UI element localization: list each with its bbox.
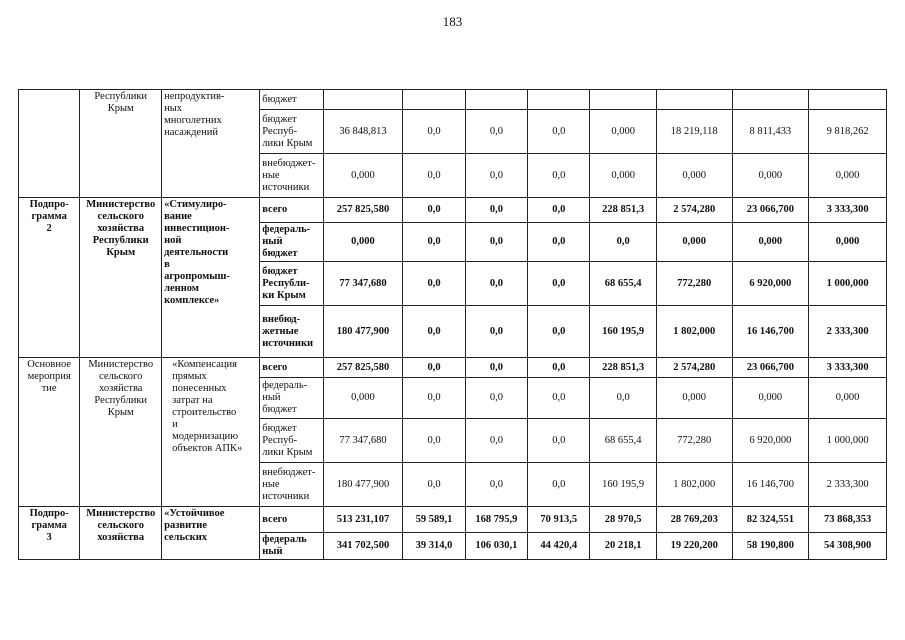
value-cell: 0,0 — [403, 223, 465, 262]
value-cell: 36 848,813 — [323, 110, 403, 154]
value-cell: 23 066,700 — [732, 198, 809, 223]
value-cell: 2 574,280 — [656, 358, 732, 378]
value-cell: 0,0 — [403, 198, 465, 223]
value-cell: 68 655,4 — [590, 419, 656, 463]
table-row — [19, 358, 887, 378]
value-cell: 0,000 — [323, 154, 403, 198]
value-cell: 0,0 — [403, 262, 465, 306]
value-cell: 106 030,1 — [465, 533, 527, 560]
funding-source-cell: бюджет Респуб- лики Крым — [260, 419, 323, 463]
value-cell: 73 868,353 — [809, 507, 887, 533]
value-cell: 28 769,203 — [656, 507, 732, 533]
value-cell: 0,000 — [809, 378, 887, 419]
value-cell: 257 825,580 — [323, 358, 403, 378]
value-cell: 0,0 — [528, 198, 590, 223]
value-cell: 0,0 — [528, 463, 590, 507]
value-cell: 160 195,9 — [590, 463, 656, 507]
value-cell: 0,0 — [590, 223, 656, 262]
value-cell: 160 195,9 — [590, 306, 656, 358]
funding-source-cell: внебюд- жетные источники — [260, 306, 323, 358]
value-cell: 1 000,000 — [809, 262, 887, 306]
value-cell: 59 589,1 — [403, 507, 465, 533]
value-cell: 16 146,700 — [732, 306, 809, 358]
value-cell: 6 920,000 — [732, 262, 809, 306]
value-cell: 0,000 — [323, 378, 403, 419]
value-cell: 0,0 — [465, 463, 527, 507]
value-cell: 0,0 — [465, 306, 527, 358]
program-name-cell: «Компенсация прямых понесенных затрат на строительство и модернизацию объектов АПК» — [162, 358, 260, 507]
value-cell: 28 970,5 — [590, 507, 656, 533]
value-cell: 6 920,000 — [732, 419, 809, 463]
value-cell: 18 219,118 — [656, 110, 732, 154]
value-cell: 1 000,000 — [809, 419, 887, 463]
value-cell: 0,0 — [528, 223, 590, 262]
value-cell — [656, 90, 732, 110]
value-cell: 0,000 — [590, 154, 656, 198]
program-name-cell: непродуктив- ных многолетних насаждений — [162, 90, 260, 198]
value-cell — [403, 90, 465, 110]
value-cell: 58 190,800 — [732, 533, 809, 560]
value-cell: 0,0 — [465, 358, 527, 378]
value-cell: 77 347,680 — [323, 419, 403, 463]
executor-cell: Министерство сельского хозяйства — [80, 507, 162, 560]
value-cell: 44 420,4 — [528, 533, 590, 560]
value-cell: 3 333,300 — [809, 198, 887, 223]
value-cell: 0,0 — [403, 463, 465, 507]
table-row — [19, 198, 887, 223]
program-cell: Подпро- грамма 3 — [19, 507, 80, 560]
value-cell: 0,000 — [656, 378, 732, 419]
value-cell: 0,0 — [465, 198, 527, 223]
value-cell: 0,000 — [732, 223, 809, 262]
value-cell: 0,0 — [403, 110, 465, 154]
value-cell: 9 818,262 — [809, 110, 887, 154]
value-cell: 0,0 — [403, 419, 465, 463]
value-cell: 0,0 — [528, 358, 590, 378]
value-cell: 2 574,280 — [656, 198, 732, 223]
value-cell: 0,0 — [465, 419, 527, 463]
table-row — [19, 507, 887, 533]
budget-table — [18, 89, 887, 560]
program-cell: Основное мероприя тие — [19, 358, 80, 507]
funding-source-cell: бюджет Респуб- лики Крым — [260, 110, 323, 154]
funding-source-cell: бюджет — [260, 90, 323, 110]
value-cell: 0,000 — [656, 223, 732, 262]
value-cell: 513 231,107 — [323, 507, 403, 533]
value-cell — [528, 90, 590, 110]
value-cell: 0,0 — [465, 110, 527, 154]
value-cell — [809, 90, 887, 110]
funding-source-cell: федераль- ный бюджет — [260, 378, 323, 419]
table-row — [19, 90, 887, 110]
value-cell: 0,000 — [809, 154, 887, 198]
value-cell: 0,0 — [528, 419, 590, 463]
value-cell: 0,000 — [656, 154, 732, 198]
executor-cell: Республики Крым — [80, 90, 162, 198]
value-cell: 228 851,3 — [590, 198, 656, 223]
value-cell: 228 851,3 — [590, 358, 656, 378]
value-cell: 2 333,300 — [809, 306, 887, 358]
value-cell: 19 220,200 — [656, 533, 732, 560]
program-cell: Подпро- грамма 2 — [19, 198, 80, 358]
funding-source-cell: бюджет Республи- ки Крым — [260, 262, 323, 306]
value-cell: 23 066,700 — [732, 358, 809, 378]
value-cell: 0,0 — [403, 358, 465, 378]
funding-source-cell: всего — [260, 507, 323, 533]
value-cell: 341 702,500 — [323, 533, 403, 560]
funding-source-cell: федераль- ный бюджет — [260, 223, 323, 262]
value-cell: 16 146,700 — [732, 463, 809, 507]
value-cell: 0,0 — [403, 154, 465, 198]
value-cell: 0,000 — [809, 223, 887, 262]
value-cell: 0,0 — [465, 262, 527, 306]
value-cell: 2 333,300 — [809, 463, 887, 507]
value-cell: 772,280 — [656, 262, 732, 306]
value-cell: 20 218,1 — [590, 533, 656, 560]
funding-source-cell: внебюджет- ные источники — [260, 154, 323, 198]
value-cell: 54 308,900 — [809, 533, 887, 560]
value-cell: 0,0 — [403, 306, 465, 358]
value-cell: 0,0 — [465, 154, 527, 198]
value-cell: 0,0 — [403, 378, 465, 419]
value-cell: 77 347,680 — [323, 262, 403, 306]
value-cell: 180 477,900 — [323, 306, 403, 358]
funding-source-cell: внебюджет- ные источники — [260, 463, 323, 507]
value-cell: 0,0 — [528, 262, 590, 306]
funding-source-cell: федераль ный — [260, 533, 323, 560]
value-cell — [465, 90, 527, 110]
executor-cell: Министерство сельского хозяйства Республики Крым — [80, 198, 162, 358]
value-cell: 0,0 — [465, 223, 527, 262]
value-cell: 772,280 — [656, 419, 732, 463]
value-cell: 0,000 — [732, 378, 809, 419]
funding-source-cell: всего — [260, 358, 323, 378]
executor-cell: Министерство сельского хозяйства Республики Крым — [80, 358, 162, 507]
value-cell: 0,0 — [528, 154, 590, 198]
value-cell: 257 825,580 — [323, 198, 403, 223]
value-cell: 180 477,900 — [323, 463, 403, 507]
program-name-cell: «Стимулиро- вание инвестицион- ной деятельности в агропромыш- ленном комплексе» — [162, 198, 260, 358]
value-cell: 0,0 — [465, 378, 527, 419]
value-cell: 0,000 — [732, 154, 809, 198]
value-cell: 1 802,000 — [656, 306, 732, 358]
value-cell: 0,0 — [590, 378, 656, 419]
value-cell: 0,0 — [528, 378, 590, 419]
value-cell — [323, 90, 403, 110]
value-cell: 0,0 — [528, 110, 590, 154]
value-cell: 1 802,000 — [656, 463, 732, 507]
program-cell — [19, 90, 80, 198]
funding-source-cell: всего — [260, 198, 323, 223]
value-cell: 70 913,5 — [528, 507, 590, 533]
value-cell — [732, 90, 809, 110]
value-cell: 0,0 — [528, 306, 590, 358]
value-cell: 39 314,0 — [403, 533, 465, 560]
value-cell: 82 324,551 — [732, 507, 809, 533]
value-cell: 0,000 — [323, 223, 403, 262]
value-cell: 8 811,433 — [732, 110, 809, 154]
value-cell: 3 333,300 — [809, 358, 887, 378]
value-cell: 68 655,4 — [590, 262, 656, 306]
program-name-cell: «Устойчивое развитие сельских — [162, 507, 260, 560]
value-cell: 0,000 — [590, 110, 656, 154]
value-cell: 168 795,9 — [465, 507, 527, 533]
page-number: 183 — [442, 14, 463, 29]
value-cell — [590, 90, 656, 110]
